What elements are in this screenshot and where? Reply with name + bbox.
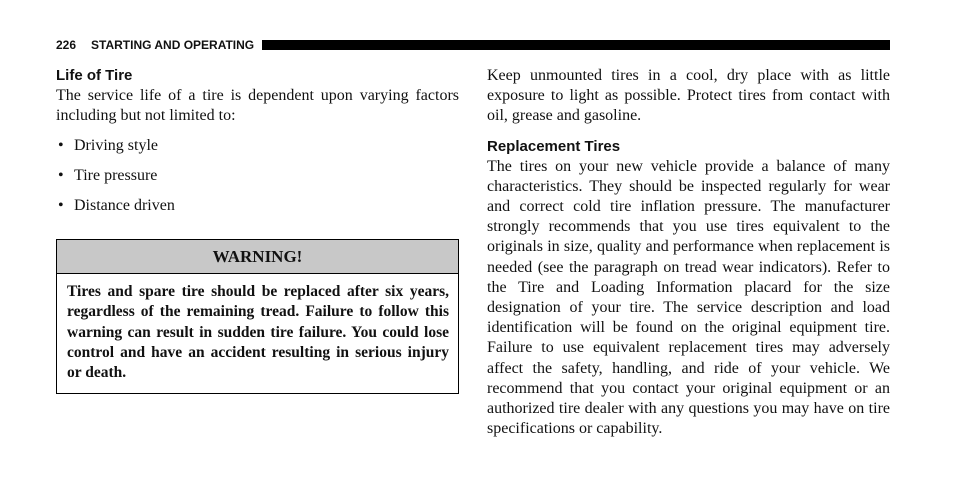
bullet-icon: • (58, 197, 64, 215)
replacement-paragraph: The tires on your new vehicle provide a balance of many characteristics. They should be inspected regularly for wear and correct cold tire inflation pressure. The manufacturer strongly recommends that you use tires equivalent to the originals in size, quality and performance when replacement is needed (see the paragraph on tread wear indicators). Refer to the Tire and Loading Information placard for the size designation of your tire. The service description and load identification will be found on the original equipment tire. Failure to use equivalent replacement tires may adversely affect the safety, handling, and ride of your vehicle. We recommend that you contact your original equipment or an authorized tire dealer with any questions you may have on tire specifications or capability. (487, 157, 890, 438)
list-item (56, 136, 459, 156)
list-item-text: Distance driven (74, 197, 175, 215)
life-of-tire-intro: The service life of a tire is dependent upon varying factors including but not limited to: (56, 87, 459, 125)
bullet-icon: • (58, 137, 64, 155)
list-item-text: Driving style (74, 137, 158, 155)
list-item (56, 196, 459, 216)
warning-title: WARNING! (57, 240, 458, 274)
header-rule (262, 40, 890, 50)
replacement-tires-heading: Replacement Tires (487, 137, 621, 155)
warning-box (56, 239, 459, 394)
left-column (56, 66, 459, 226)
section-title: STARTING AND OPERATING (91, 38, 255, 52)
page-number: 226 (56, 38, 77, 52)
bullet-icon: • (58, 167, 64, 185)
factor-list (56, 136, 459, 216)
right-column (487, 66, 890, 439)
warning-text: Tires and spare tire should be replaced after six years, regardless of the remaining tread. Failure to follow this warning can result in sudden tire failure. You could lose control and have an accident resulting in serious injury or death. (67, 283, 449, 382)
list-item (56, 166, 459, 186)
life-of-tire-heading: Life of Tire (56, 67, 133, 84)
list-item-text: Tire pressure (74, 167, 158, 185)
storage-paragraph: Keep unmounted tires in a cool, dry place with as little exposure to light as possible. Protect tires from contact with oil, grease and gasoline. (487, 67, 890, 125)
page-header (56, 37, 890, 53)
